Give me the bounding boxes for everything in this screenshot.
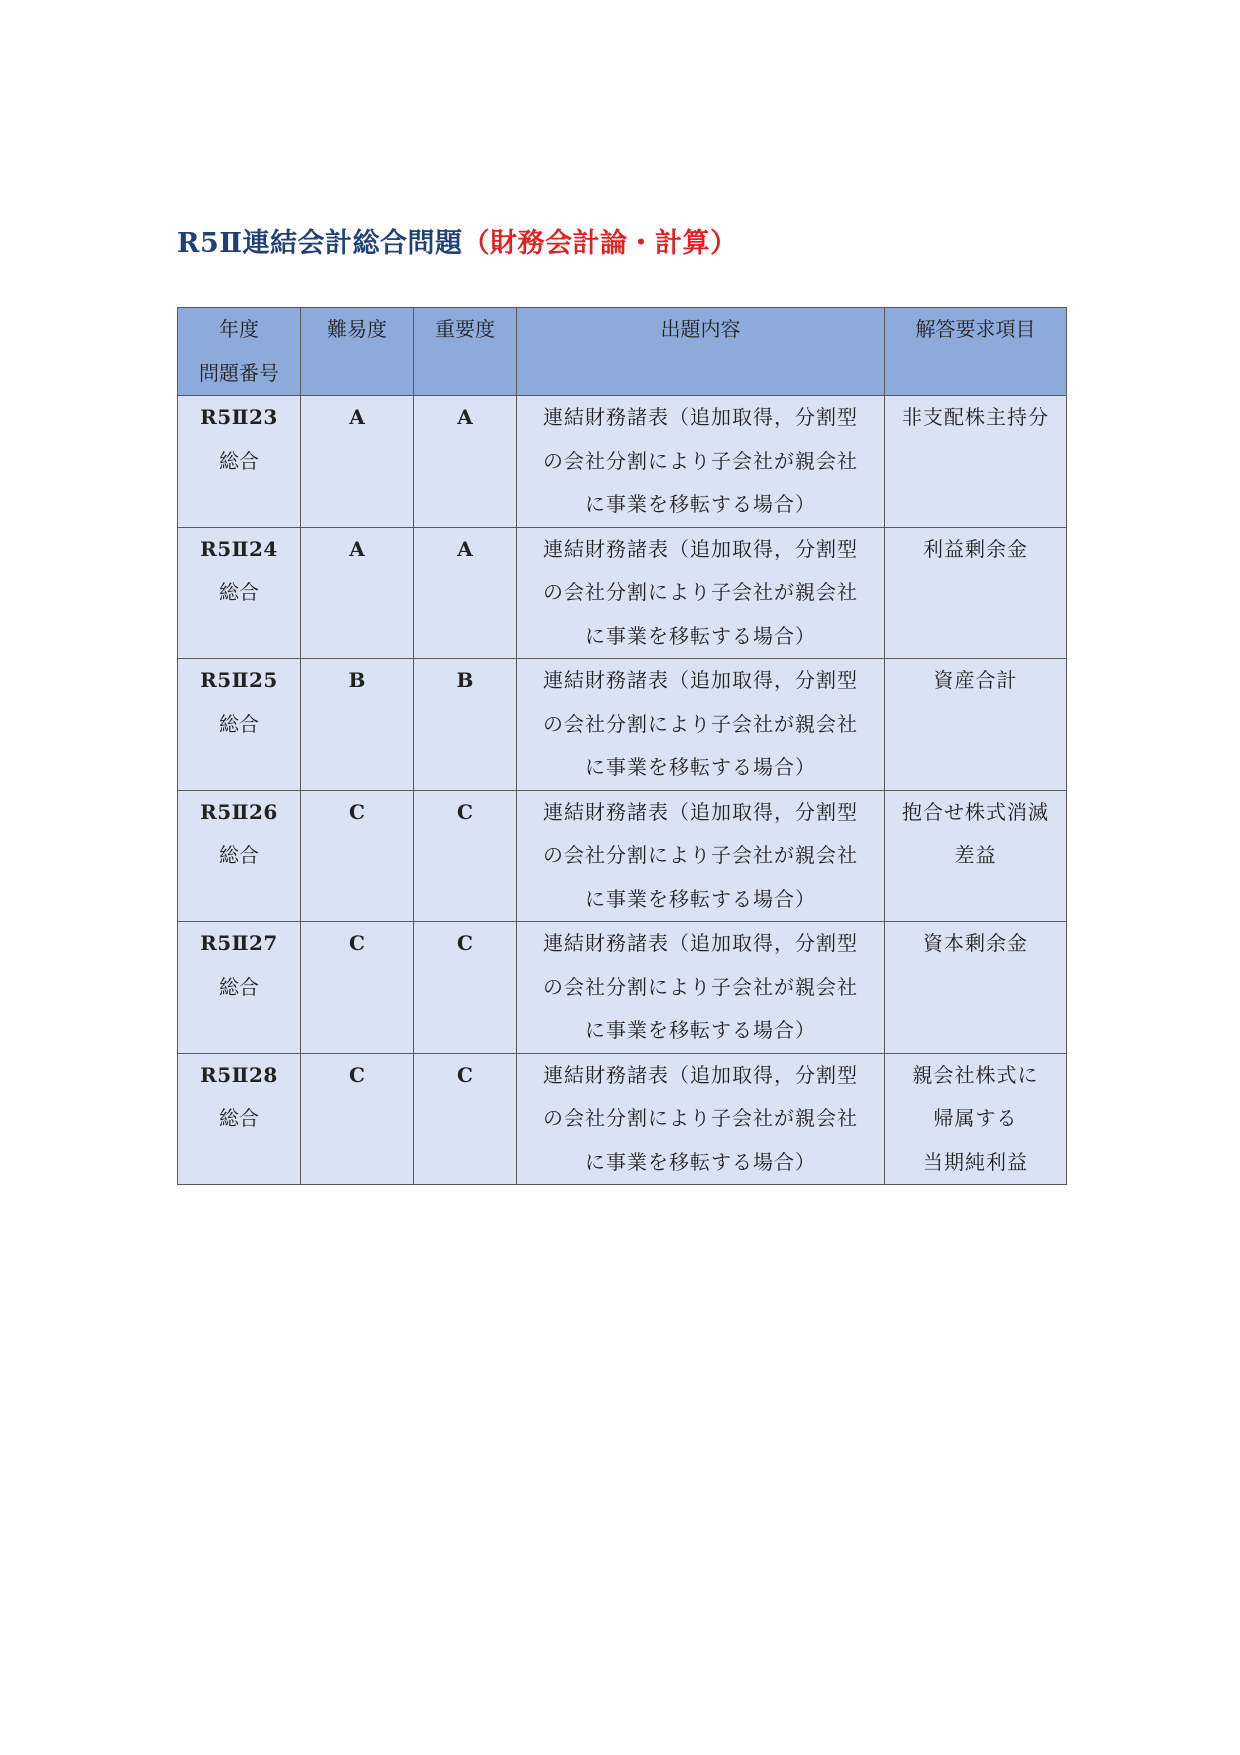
content-line: 連結財務諸表（追加取得，分割型 [543, 668, 858, 692]
cell-importance: B [414, 659, 517, 791]
exam-topics-table [177, 307, 1067, 1185]
content-line: に事業を移転する場合） [585, 492, 816, 516]
cell-problem-number [178, 1053, 301, 1185]
cell-problem-number [178, 396, 301, 528]
content-line: の会社分割により子会社が親会社 [543, 843, 858, 867]
cell-difficulty: B [301, 659, 414, 791]
cell-problem-number [178, 790, 301, 922]
answer-line: 資本剰余金 [923, 931, 1028, 955]
cell-answer-items [885, 659, 1067, 791]
cell-difficulty: C [301, 790, 414, 922]
problem-kind: 総合 [219, 711, 259, 736]
header-year-number [178, 308, 301, 396]
problem-code: R5Ⅱ27 [200, 931, 278, 955]
content-line: の会社分割により子会社が親会社 [543, 448, 858, 473]
header-content: 出題内容 [517, 308, 885, 396]
content-line: の会社分割により子会社が親会社 [543, 974, 858, 999]
header-difficulty: 難易度 [301, 308, 414, 396]
problem-kind: 総合 [219, 843, 259, 867]
page-title [177, 224, 737, 264]
table-row [178, 790, 1067, 922]
content-line: 連結財務諸表（追加取得，分割型 [543, 931, 858, 955]
table-row [178, 527, 1067, 659]
content-line: の会社分割により子会社が親会社 [543, 580, 858, 604]
content-line: 連結財務諸表（追加取得，分割型 [543, 536, 858, 561]
problem-kind: 総合 [219, 974, 259, 999]
table-row [178, 396, 1067, 528]
cell-content [517, 1053, 885, 1185]
header-answer-items: 解答要求項目 [885, 308, 1067, 396]
content-line: 連結財務諸表（追加取得，分割型 [543, 405, 858, 429]
table-header-row [178, 308, 1067, 396]
cell-problem-number [178, 527, 301, 659]
cell-problem-number [178, 922, 301, 1054]
cell-answer-items [885, 527, 1067, 659]
content-line: に事業を移転する場合） [585, 755, 816, 779]
problem-code: R5Ⅱ25 [200, 668, 278, 692]
problem-kind: 総合 [219, 1106, 259, 1130]
problem-code: R5Ⅱ24 [200, 536, 278, 561]
content-line: に事業を移転する場合） [585, 1018, 816, 1042]
answer-line: 帰属する [933, 1106, 1018, 1130]
content-line: の会社分割により子会社が親会社 [543, 1106, 858, 1130]
answer-line: 資産合計 [933, 668, 1018, 692]
page-title-subject: （財務会計論・計算） [462, 228, 738, 259]
answer-line: 当期純利益 [923, 1149, 1028, 1174]
content-line: に事業を移転する場合） [585, 886, 816, 911]
header-importance: 重要度 [414, 308, 517, 396]
cell-importance: C [414, 922, 517, 1054]
content-line: の会社分割により子会社が親会社 [543, 711, 858, 736]
cell-difficulty: C [301, 1053, 414, 1185]
cell-importance: C [414, 1053, 517, 1185]
table-row [178, 922, 1067, 1054]
cell-content [517, 659, 885, 791]
header-year-line1: 年度 [219, 317, 259, 341]
cell-difficulty: A [301, 527, 414, 659]
problem-code: R5Ⅱ23 [200, 405, 278, 429]
cell-content [517, 396, 885, 528]
cell-answer-items [885, 790, 1067, 922]
cell-content [517, 527, 885, 659]
content-line: 連結財務諸表（追加取得，分割型 [543, 799, 858, 824]
problem-code: R5Ⅱ26 [200, 799, 278, 824]
answer-line: 抱合せ株式消滅 [902, 799, 1049, 824]
header-year-line2: 問題番号 [199, 360, 279, 385]
page-title-main: R5Ⅱ連結会計総合問題 [177, 228, 463, 259]
cell-importance: C [414, 790, 517, 922]
content-line: に事業を移転する場合） [585, 623, 816, 648]
cell-difficulty: C [301, 922, 414, 1054]
cell-answer-items [885, 396, 1067, 528]
cell-answer-items [885, 1053, 1067, 1185]
cell-difficulty: A [301, 396, 414, 528]
cell-importance: A [414, 396, 517, 528]
answer-line: 親会社株式に [912, 1062, 1039, 1087]
cell-content [517, 790, 885, 922]
problem-kind: 総合 [219, 580, 259, 604]
cell-answer-items [885, 922, 1067, 1054]
problem-code: R5Ⅱ28 [200, 1062, 278, 1087]
table-row [178, 1053, 1067, 1185]
answer-line: 非支配株主持分 [902, 405, 1049, 429]
content-line: に事業を移転する場合） [585, 1149, 816, 1174]
content-line: 連結財務諸表（追加取得，分割型 [543, 1062, 858, 1087]
problem-kind: 総合 [219, 448, 259, 473]
answer-line: 利益剰余金 [923, 536, 1028, 561]
cell-problem-number [178, 659, 301, 791]
answer-line: 差益 [954, 843, 997, 867]
cell-content [517, 922, 885, 1054]
cell-importance: A [414, 527, 517, 659]
table-row [178, 659, 1067, 791]
